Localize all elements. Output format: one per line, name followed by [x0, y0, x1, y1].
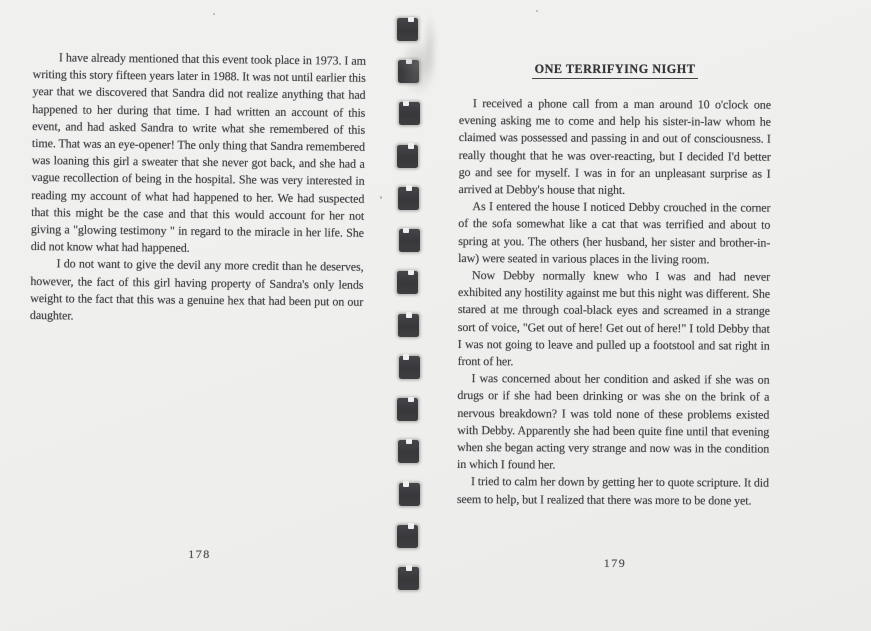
right-page-text: [457, 95, 771, 510]
binding-hole: [398, 567, 419, 590]
binding-hole: [399, 356, 420, 379]
binding-hole: [398, 440, 419, 463]
paragraph: I tried to calm her down by getting her to quote scripture. It did seem to help, but I realized that there was more to be done yet.: [456, 474, 770, 508]
binding-hole: [399, 229, 420, 252]
scan-smudge: [423, 14, 437, 80]
binding-hole: [399, 102, 420, 125]
paragraph: I received a phone call from a man around 10 o'clock one evening asking me to come and help his sister-in-law whom he claimed was possessed and passing in and out of consciousness. I really thought that he was over-reacting, but I decided I'd better go and see for myself. I was in for an unpleasant surprise as I arrived at Debby's house that night.: [458, 96, 771, 197]
scan-speck: [380, 196, 382, 199]
binding-hole: [398, 60, 419, 83]
chapter-heading-wrap: [459, 60, 771, 79]
scan-speck: [213, 13, 215, 15]
paragraph: I have already mentioned that this event took place in 1973. I am writing this story fifteen years later in 1988. It was not until earlier this year that we discovered that Sandra did not realize anything that had happened to her during that time. I had written an account of this event, and had asked Sandra to write what she remembered of this time. That was an eye-opener! The only thing that Sandra remembered was loaning this girl a sweater that she never got back, and she had a vague recollection of being in the hospital. She was very interested in reading my account of what had happened to her. We had suspected that this might be the case and that this would account for her not giving a "glowing testimony " in regard to the miracle in her life. She did not know what had happened.: [30, 50, 366, 256]
left-page-text: [30, 49, 366, 328]
binding-hole: [398, 314, 419, 337]
binding-hole: [398, 187, 419, 210]
binding-hole: [397, 18, 418, 41]
paragraph: As I entered the house I noticed Debby crouched in the corner of the sofa somewhat like a cat that was terrified and about to spring at you. The others (her husband, her sister and brother-in-law) were seated in various places in the living room.: [458, 199, 771, 267]
binding-hole: [397, 145, 418, 168]
chapter-heading: ONE TERRIFYING NIGHT: [532, 62, 699, 79]
right-page-number: 179: [603, 556, 627, 570]
paragraph: I do not want to give the devil any more credit than he deserves, however, the fact of this girl having property of Sandra's only lends weight to the fact that this was a genuine hex that had been put on our daughter.: [29, 256, 364, 323]
scan-smudge: [400, 38, 436, 96]
binding-hole: [399, 483, 420, 506]
binding-hole: [397, 398, 418, 421]
scan-speck: [536, 10, 538, 12]
binding-hole: [397, 271, 418, 294]
paragraph: Now Debby normally knew who I was and had never exhibited any hostility against me but this night was different. She stared at me through coal-black eyes and screamed in a strange sort of voice, "Get out of here! Get out of here!" I told Debby that I was not going to leave and pulled up a footstool and sat right in front of her.: [457, 268, 771, 369]
left-page-number: 178: [188, 547, 211, 561]
paragraph: I was concerned about her condition and asked if she was on drugs or if she had been drinking or was she on the brink of a nervous breakdown? I was told none of these problems existed with Debby. Apparently she had been quite fine until that evening when she began acting very strange and now was in the condition in which I found her.: [457, 371, 770, 472]
binding-hole: [397, 525, 418, 548]
